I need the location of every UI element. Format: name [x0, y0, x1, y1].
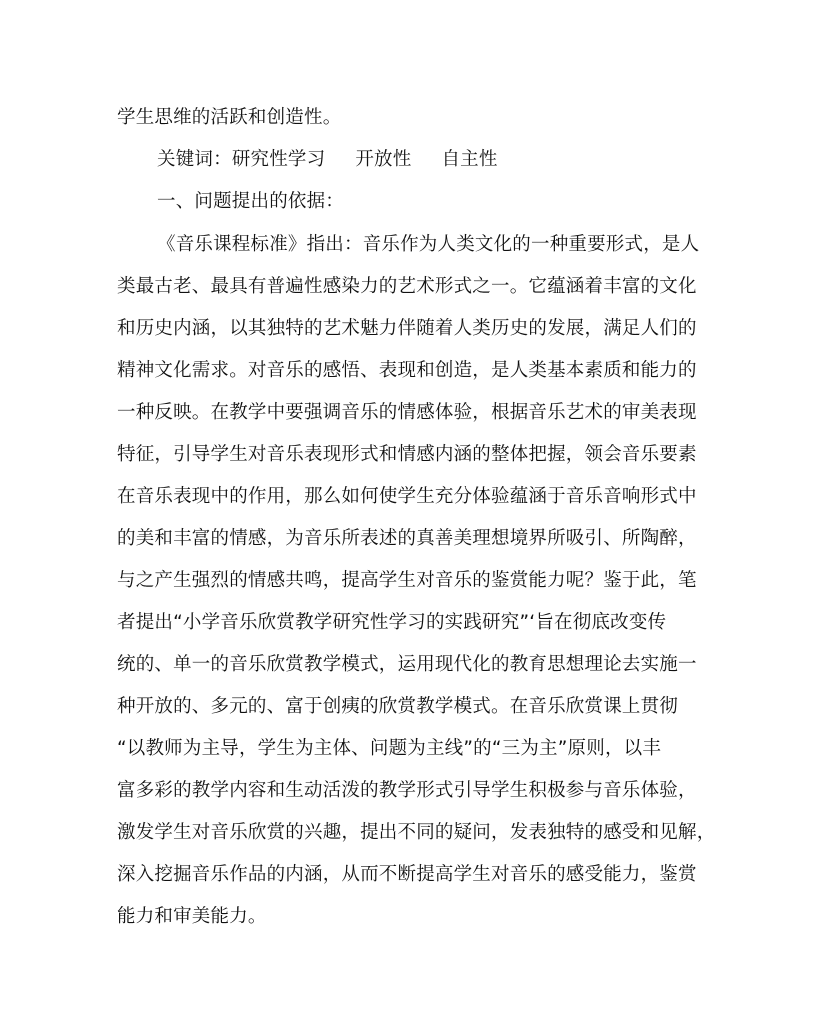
keywords-line	[157, 148, 498, 172]
paragraph-line: 在音乐表现中的作用，那么如何使学生充分体验蕴涵于音乐音响形式中	[117, 486, 697, 507]
paragraph-line: 精神文化需求。对音乐的感悟、表现和创造，是人类基本素质和能力的	[117, 360, 697, 381]
keyword-term: 自主性	[441, 149, 498, 170]
section-heading: 一、问题提出的依据：	[157, 191, 345, 212]
paragraph-line: 富多彩的教学内容和生动活泼的教学形式引导学生积极参与音乐体验，	[117, 780, 697, 801]
keyword-term: 研究性学习	[231, 149, 326, 170]
paragraph-line: “以教师为主导，学生为主体、问题为主线”的“三为主”原则，以丰	[117, 738, 662, 759]
paragraph-line: 能力和审美能力。	[117, 906, 267, 927]
paragraph-line: 学生思维的活跃和创造性。	[117, 107, 342, 128]
paragraph-line: 特征，引导学生对音乐表现形式和情感内涵的整体把握，领会音乐要素	[117, 444, 697, 465]
paragraph-line: 统的、单一的音乐欣赏教学模式，运用现代化的教育思想理论去实施一	[117, 654, 697, 675]
paragraph-line: 的美和丰富的情感，为音乐所表述的真善美理想境界所吸引、所陶醉，	[117, 528, 697, 549]
paragraph-line: 与之产生强烈的情感共鸣，提高学生对音乐的鉴赏能力呢？鉴于此，笔	[117, 570, 697, 591]
paragraph-line: 深入挖掘音乐作品的内涵，从而不断提高学生对音乐的感受能力，鉴赏	[117, 864, 697, 885]
keywords-label: 关键词：	[157, 149, 232, 170]
paragraph-line: 《音乐课程标准》指出：音乐作为人类文化的一种重要形式，是人	[157, 234, 700, 255]
keyword-term: 开放性	[355, 149, 412, 170]
paragraph-line: 者提出“小学音乐欣赏教学研究性学习的实践研究”‘旨在彻底改变传	[117, 612, 667, 633]
paragraph-line: 一种反映。在教学中要强调音乐的情感体验，根据音乐艺术的审美表现	[117, 402, 697, 423]
paragraph-line: 类最古老、最具有普遍性感染力的艺术形式之一。它蕴涵着丰富的文化	[117, 276, 697, 297]
paragraph-line: 和历史内涵，以其独特的艺术魅力伴随着人类历史的发展，满足人们的	[117, 318, 697, 339]
paragraph-line: 激发学生对音乐欣赏的兴趣，提出不同的疑问，发表独特的感受和见解，	[117, 822, 716, 843]
paragraph-line: 种开放的、多元的、富于创痍的欣赏教学模式。在音乐欣赏课上贯彻	[117, 696, 679, 717]
